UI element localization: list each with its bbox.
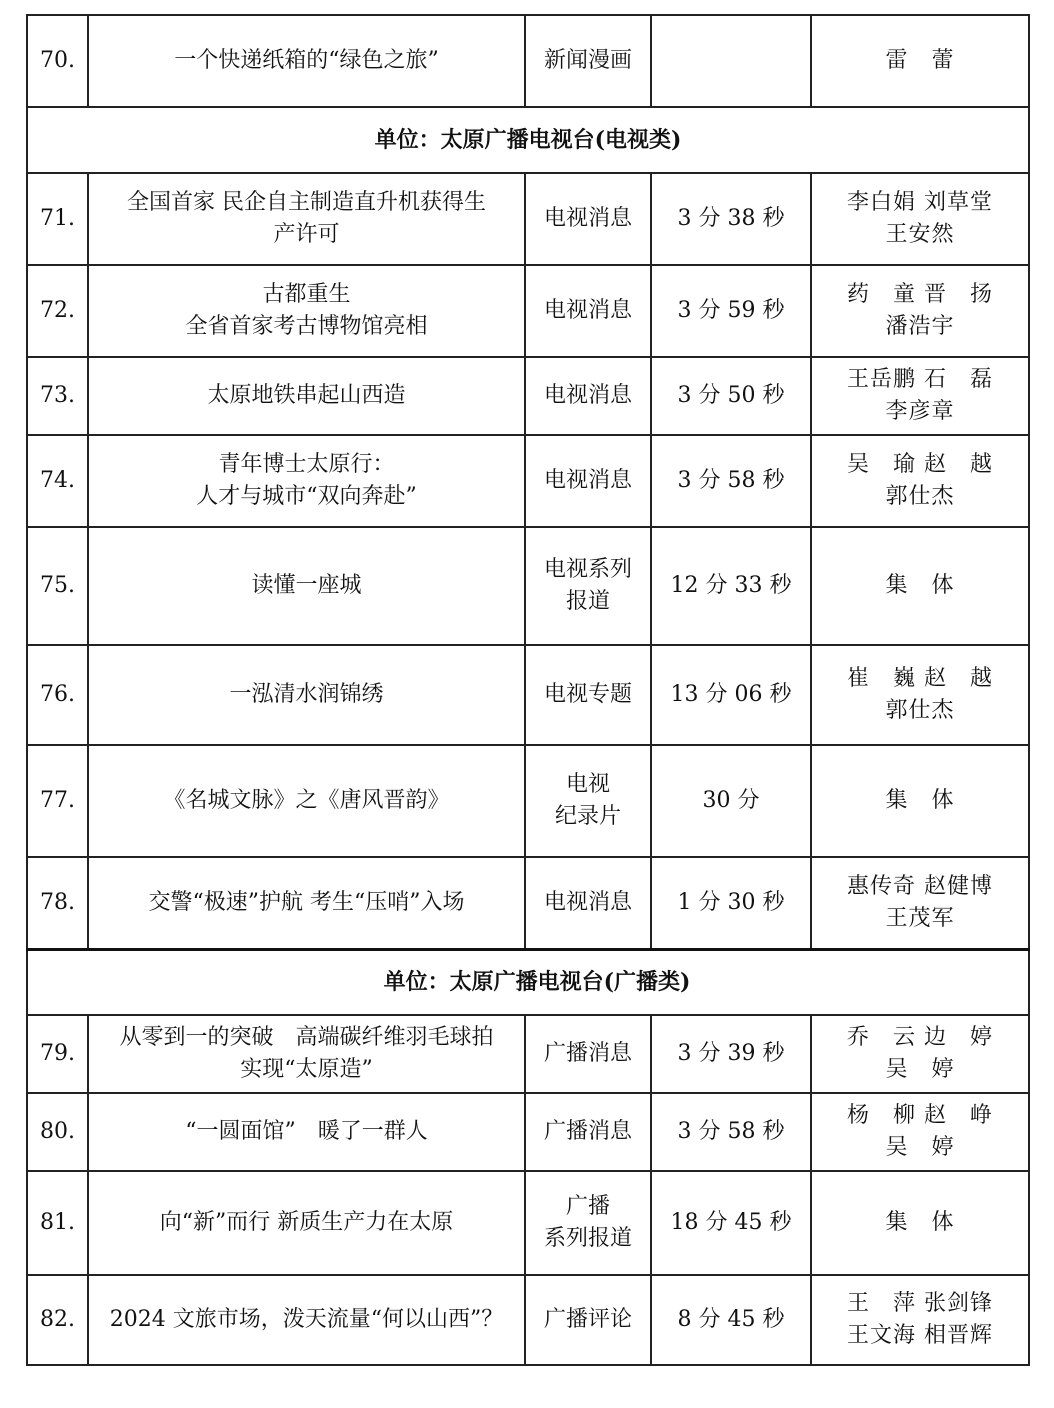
entry-authors	[811, 745, 1029, 857]
entry-number: 72.	[27, 265, 88, 357]
entry-authors	[811, 1093, 1029, 1171]
entry-title	[88, 857, 525, 949]
entry-authors	[811, 1015, 1029, 1093]
entry-duration: 30 分	[651, 745, 811, 857]
entry-duration: 13 分 06 秒	[651, 645, 811, 745]
entry-title-line: 一个快递纸箱的“绿色之旅”	[174, 48, 439, 73]
table-row	[27, 527, 1029, 645]
entry-author-line: 药 童 晋 扬	[847, 282, 993, 307]
section-title: 单位：太原广播电视台(电视类)	[27, 107, 1029, 173]
entry-authors	[811, 435, 1029, 527]
entry-type-line: 系列报道	[543, 1226, 632, 1251]
table-row	[27, 435, 1029, 527]
section-header-row	[27, 949, 1029, 1015]
entry-authors	[811, 645, 1029, 745]
entry-author-line: 王文海 相晋辉	[847, 1323, 993, 1348]
table-row	[27, 1015, 1029, 1093]
entry-author-line: 杨 柳 赵 峥	[847, 1103, 993, 1128]
table-row	[27, 745, 1029, 857]
entry-author-line: 吴 瑜 赵 越	[847, 452, 993, 477]
entry-number: 71.	[27, 173, 88, 265]
entry-title-line: 产许可	[273, 222, 340, 247]
entry-author-line: 集 体	[885, 573, 955, 598]
entry-author-line: 郭仕杰	[885, 484, 955, 509]
entry-title	[88, 1275, 525, 1365]
entry-author-line: 吴 婷	[885, 1057, 955, 1082]
table-row	[27, 265, 1029, 357]
entry-type	[525, 527, 651, 645]
entry-type-line: 电视消息	[543, 468, 632, 493]
entry-type-line: 新闻漫画	[543, 48, 632, 73]
entry-author-line: 吴 婷	[885, 1135, 955, 1160]
entry-type-line: 电视系列	[543, 557, 632, 582]
entry-number: 76.	[27, 645, 88, 745]
entry-title	[88, 1093, 525, 1171]
entry-authors	[811, 857, 1029, 949]
entry-type-line: 广播评论	[543, 1307, 632, 1332]
entry-title-line: 读懂一座城	[251, 573, 362, 598]
entry-duration: 3 分 38 秒	[651, 173, 811, 265]
entry-number: 77.	[27, 745, 88, 857]
entry-title-line: 向“新”而行 新质生产力在太原	[159, 1210, 454, 1235]
entry-type	[525, 1015, 651, 1093]
entry-type-line: 广播消息	[543, 1041, 632, 1066]
entry-duration: 8 分 45 秒	[651, 1275, 811, 1365]
entry-authors	[811, 1275, 1029, 1365]
entry-number: 82.	[27, 1275, 88, 1365]
entry-title-line: 人才与城市“双向奔赴”	[196, 484, 417, 509]
entry-duration: 1 分 30 秒	[651, 857, 811, 949]
entry-title-line: 青年博士太原行：	[218, 452, 395, 477]
table-row	[27, 1275, 1029, 1365]
entry-author-line: 乔 云 边 婷	[847, 1025, 993, 1050]
table-row	[27, 1171, 1029, 1275]
entry-author-line: 潘浩宇	[885, 314, 955, 339]
entry-number: 78.	[27, 857, 88, 949]
entry-number: 73.	[27, 357, 88, 435]
entry-type-line: 广播	[565, 1194, 610, 1219]
entry-number: 74.	[27, 435, 88, 527]
entry-type	[525, 857, 651, 949]
entry-type-line: 电视消息	[543, 889, 632, 915]
entry-title-line: 实现“太原造”	[240, 1057, 373, 1082]
entry-type-line: 电视	[565, 772, 610, 797]
entry-authors	[811, 173, 1029, 265]
entry-title	[88, 265, 525, 357]
entry-type	[525, 435, 651, 527]
entry-type-line: 电视专题	[543, 682, 632, 707]
entry-type	[525, 173, 651, 265]
entry-duration: 12 分 33 秒	[651, 527, 811, 645]
section-header-row	[27, 107, 1029, 173]
table-row	[27, 857, 1029, 949]
entry-title-line: 《名城文脉》之《唐风晋韵》	[163, 788, 450, 813]
entry-authors	[811, 15, 1029, 107]
entry-type-line: 纪录片	[554, 804, 621, 829]
entry-author-line: 郭仕杰	[885, 698, 955, 723]
entry-type	[525, 15, 651, 107]
entry-duration: 3 分 58 秒	[651, 1093, 811, 1171]
entry-title-line: 从零到一的突破 高端碳纤维羽毛球拍	[119, 1025, 494, 1050]
entry-authors	[811, 1171, 1029, 1275]
entry-number: 79.	[27, 1015, 88, 1093]
entry-author-line: 集 体	[885, 788, 955, 813]
table-row	[27, 645, 1029, 745]
award-table	[26, 14, 1030, 1366]
entry-title-line: 交警“极速”护航 考生“压哨”入场	[148, 889, 465, 915]
entry-title	[88, 173, 525, 265]
entry-title-line: 一泓清水润锦绣	[229, 682, 384, 707]
entry-title	[88, 527, 525, 645]
entry-author-line: 王安然	[885, 222, 955, 247]
entry-author-line: 王岳鹏 石 磊	[847, 367, 993, 392]
entry-author-line: 李彦章	[885, 399, 955, 424]
entry-author-line: 王 萍 张剑锋	[847, 1291, 993, 1316]
entry-title	[88, 645, 525, 745]
entry-title	[88, 357, 525, 435]
table-row	[27, 173, 1029, 265]
entry-author-line: 李白娟 刘草堂	[847, 190, 993, 215]
entry-number: 70.	[27, 15, 88, 107]
entry-author-line: 崔 巍 赵 越	[847, 666, 993, 691]
entry-duration: 3 分 39 秒	[651, 1015, 811, 1093]
entry-type	[525, 1093, 651, 1171]
entry-title-line: 2024 文旅市场，泼天流量“何以山西”？	[109, 1307, 504, 1332]
entry-duration: 3 分 50 秒	[651, 357, 811, 435]
entry-number: 80.	[27, 1093, 88, 1171]
entry-author-line: 雷 蕾	[885, 48, 955, 73]
entry-author-line: 集 体	[885, 1210, 955, 1235]
entry-author-line: 王茂军	[885, 905, 955, 931]
entry-title	[88, 745, 525, 857]
table-row	[27, 357, 1029, 435]
entry-type	[525, 745, 651, 857]
entry-type	[525, 1171, 651, 1275]
entry-title-line: “一圆面馆” 暖了一群人	[185, 1119, 428, 1144]
entry-type	[525, 645, 651, 745]
entry-duration	[651, 15, 811, 107]
entry-title-line: 太原地铁串起山西造	[207, 383, 406, 408]
entry-type-line: 电视消息	[543, 298, 632, 323]
entry-title	[88, 15, 525, 107]
table-row	[27, 1093, 1029, 1171]
entry-duration: 3 分 59 秒	[651, 265, 811, 357]
entry-title-line: 全省首家考古博物馆亮相	[185, 314, 428, 339]
entry-title-line: 古都重生	[262, 282, 351, 307]
entry-title-line: 全国首家 民企自主制造直升机获得生	[127, 190, 486, 215]
section-title: 单位：太原广播电视台(广播类)	[27, 949, 1029, 1015]
entry-authors	[811, 357, 1029, 435]
entry-authors	[811, 527, 1029, 645]
entry-type	[525, 1275, 651, 1365]
entry-type-line: 电视消息	[543, 206, 632, 231]
entry-type	[525, 357, 651, 435]
entry-type-line: 广播消息	[543, 1119, 632, 1144]
entry-title	[88, 1171, 525, 1275]
entry-number: 81.	[27, 1171, 88, 1275]
entry-type	[525, 265, 651, 357]
entry-title	[88, 1015, 525, 1093]
entry-type-line: 报道	[565, 589, 610, 614]
entry-number: 75.	[27, 527, 88, 645]
entry-title	[88, 435, 525, 527]
entry-authors	[811, 265, 1029, 357]
entry-duration: 18 分 45 秒	[651, 1171, 811, 1275]
entry-duration: 3 分 58 秒	[651, 435, 811, 527]
table-row	[27, 15, 1029, 107]
entry-author-line: 惠传奇 赵健博	[847, 873, 993, 899]
award-table-body	[27, 15, 1029, 1365]
entry-type-line: 电视消息	[543, 383, 632, 408]
